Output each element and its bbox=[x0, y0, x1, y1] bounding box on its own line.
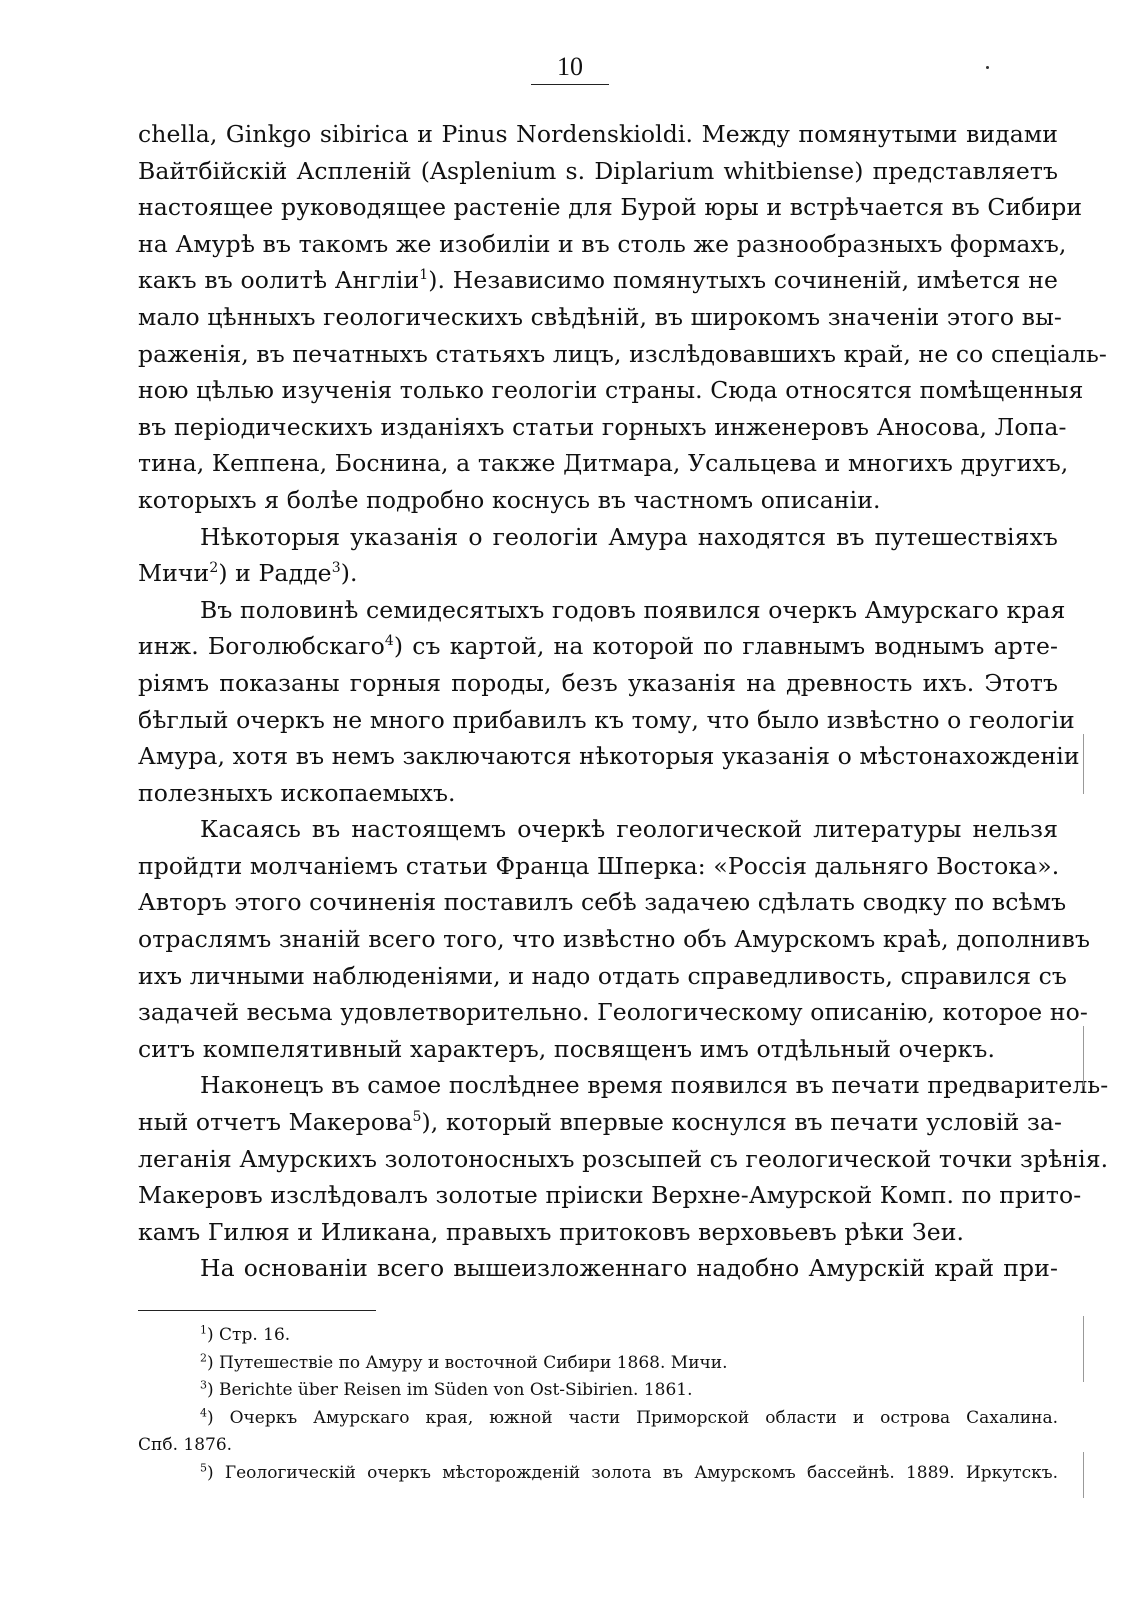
line-text: Въ половинѣ семидесятыхъ годовъ появился очеркъ Амурскаго края bbox=[200, 595, 1066, 624]
line-text: камъ Гилюя и Иликана, правыхъ притоковъ верховьевъ рѣки Зеи. bbox=[138, 1217, 965, 1246]
footnote-text: ) Стр. 16. bbox=[207, 1325, 291, 1345]
line-text: какъ въ оолитѣ Англіи bbox=[138, 266, 420, 295]
footnote-ref: 3 bbox=[331, 560, 341, 577]
footnote-separator bbox=[138, 1310, 376, 1311]
line-text: Амура, хотя въ немъ заключаются нѣкоторыя указанія о мѣстонахожденіи bbox=[138, 742, 1080, 771]
line-text: пройдти молчаніемъ статьи Франца Шперка: «Россія дальняго Востока». bbox=[138, 851, 1060, 880]
footnote-ref: 2 bbox=[209, 560, 219, 577]
body-text bbox=[138, 116, 1109, 1287]
line-text: леганія Амурскихъ золотоносныхъ розсыпей съ геологической точки зрѣнія. bbox=[138, 1144, 1109, 1173]
footnote-line bbox=[138, 1377, 1058, 1405]
line-text: ихъ личными наблюденіями, и надо отдать справедливость, справился съ bbox=[138, 961, 1067, 990]
line-text: ситъ компелятивный характеръ, посвященъ имъ отдѣльный очеркъ. bbox=[138, 1034, 996, 1063]
footnote-text: ) Путешествіе по Амуру и восточной Сибири 1868. Мичи. bbox=[207, 1352, 728, 1373]
footnote-line bbox=[138, 1350, 1058, 1378]
margin-mark bbox=[1083, 1026, 1084, 1086]
footnote-text: ) Berichte über Reisen im Süden von Ost-Sibirien. 1861. bbox=[207, 1380, 693, 1401]
line-text: отраслямъ знаній всего того, что извѣстно объ Амурскомъ краѣ, дополнивъ bbox=[138, 925, 1091, 954]
text-line bbox=[138, 738, 1080, 775]
footnote-text: ) Геологическій очеркъ мѣсторожденій золота въ Амурскомъ бассейнѣ. 1889. Иркутскъ. bbox=[207, 1462, 1058, 1483]
footnote-line bbox=[138, 1460, 1058, 1488]
text-line bbox=[138, 921, 1091, 958]
line-text: Касаясь въ настоящемъ очеркѣ геологической литературы нельзя bbox=[200, 815, 1058, 844]
line-text: раженія, въ печатныхъ статьяхъ лицъ, изслѣдовавшихъ край, не со спеціаль- bbox=[138, 339, 1107, 368]
footnote-line bbox=[138, 1405, 1058, 1433]
text-line bbox=[138, 1141, 1109, 1178]
text-line bbox=[138, 1104, 1063, 1141]
text-line bbox=[138, 592, 1066, 629]
line-text: ). bbox=[340, 559, 358, 588]
text-line bbox=[138, 1177, 1082, 1214]
line-text: ріямъ показаны горныя породы, безъ указанія на древность ихъ. Этотъ bbox=[138, 668, 1058, 697]
line-text: Авторъ этого сочиненія поставилъ себѣ задачею сдѣлать сводку по всѣмъ bbox=[138, 888, 1067, 917]
line-text: Нѣкоторыя указанія о геологіи Амура находятся въ путешествіяхъ bbox=[200, 522, 1058, 551]
text-line bbox=[138, 153, 1058, 190]
line-text: инж. Боголюбскаго bbox=[138, 632, 385, 661]
text-line bbox=[138, 482, 1058, 519]
text-line bbox=[138, 1031, 1058, 1068]
line-text: бѣглый очеркъ не много прибавилъ къ тому, что было извѣстно о геологіи bbox=[138, 705, 1075, 734]
margin-mark bbox=[1083, 734, 1084, 794]
line-text: Наконецъ въ самое послѣднее время появился въ печати предваритель- bbox=[200, 1071, 1109, 1100]
line-text: На основаніи всего вышеизложеннаго надобно Амурскій край при- bbox=[200, 1254, 1058, 1283]
text-line bbox=[138, 226, 1067, 263]
text-line bbox=[138, 702, 1075, 739]
text-line bbox=[138, 958, 1067, 995]
margin-mark bbox=[1083, 1316, 1084, 1382]
text-line bbox=[138, 299, 1062, 336]
page-number: 10 bbox=[531, 52, 609, 85]
text-line bbox=[138, 336, 1107, 373]
footnote-line bbox=[138, 1432, 1058, 1460]
line-text: ) съ картой, на которой по главнымъ воднымъ арте- bbox=[393, 632, 1058, 661]
footnote-ref: 4 bbox=[384, 633, 394, 650]
text-line bbox=[138, 262, 1058, 299]
footnote-line bbox=[138, 1322, 1058, 1350]
line-text: настоящее руководящее растеніе для Бурой юры и встрѣчается въ Сибири bbox=[138, 193, 1083, 222]
footnotes bbox=[138, 1322, 1058, 1488]
line-text: Мичи bbox=[138, 559, 210, 588]
text-line bbox=[138, 994, 1088, 1031]
footnote-mark: 1 bbox=[200, 1323, 207, 1337]
text-line bbox=[138, 1067, 1109, 1104]
line-text: ). Независимо помянутыхъ сочиненій, имѣется не bbox=[428, 266, 1059, 295]
footnote-text: Спб. 1876. bbox=[138, 1435, 233, 1456]
footnote-text: ) Очеркъ Амурскаго края, южной части Приморской области и острова Сахалина. bbox=[207, 1407, 1058, 1428]
line-text: тина, Кеппена, Боснина, а также Дитмара, Усальцева и многихъ другихъ, bbox=[138, 449, 1069, 478]
text-line bbox=[138, 848, 1058, 885]
text-line bbox=[138, 665, 1058, 702]
text-line bbox=[138, 519, 1058, 556]
line-text: ною цѣлью изученія только геологіи страны. Сюда относятся помѣщенныя bbox=[138, 376, 1084, 405]
line-text: chella, Ginkgo sibirica и Pinus Nordenskioldi. Между помянутыми видами bbox=[138, 120, 1058, 148]
footnote-mark: 3 bbox=[200, 1378, 207, 1392]
text-line bbox=[138, 884, 1067, 921]
footnote-ref: 5 bbox=[412, 1109, 422, 1126]
line-text: ) и Радде bbox=[218, 559, 332, 588]
footnote-mark: 2 bbox=[200, 1350, 207, 1364]
line-text: ный отчетъ Макерова bbox=[138, 1108, 413, 1137]
line-text: задачей весьма удовлетворительно. Геологическому описанію, которое но- bbox=[138, 998, 1088, 1027]
page-header bbox=[0, 52, 1140, 85]
line-text: которыхъ я болѣе подробно коснусь въ частномъ описаніи. bbox=[138, 485, 881, 514]
text-line bbox=[138, 775, 1058, 812]
text-line bbox=[138, 189, 1083, 226]
text-line bbox=[138, 409, 1067, 446]
text-line bbox=[138, 555, 1058, 592]
text-line bbox=[138, 372, 1084, 409]
line-text: Вайтбійскій Аспленій (Asplenium s. Diplarium whitbiense) представляетъ bbox=[138, 156, 1058, 185]
text-line bbox=[138, 116, 1058, 153]
text-line bbox=[138, 628, 1058, 665]
line-text: въ періодическихъ изданіяхъ статьи горныхъ инженеровъ Аносова, Лопа- bbox=[138, 412, 1067, 441]
text-line bbox=[138, 1250, 1058, 1287]
line-text: Макеровъ изслѣдовалъ золотые пріиски Верхне-Амурской Комп. по прито- bbox=[138, 1181, 1082, 1210]
margin-mark bbox=[1083, 1452, 1084, 1498]
text-line bbox=[138, 1214, 1058, 1251]
footnote-ref: 1 bbox=[419, 267, 429, 284]
line-text: ), который впервые коснулся въ печати условій за- bbox=[421, 1108, 1063, 1137]
line-text: полезныхъ ископаемыхъ. bbox=[138, 778, 456, 807]
footnote-mark: 5 bbox=[200, 1461, 207, 1475]
text-line bbox=[138, 445, 1069, 482]
line-text: на Амурѣ въ такомъ же изобиліи и въ столь же разнообразныхъ формахъ, bbox=[138, 229, 1067, 258]
footnote-mark: 4 bbox=[200, 1406, 207, 1420]
text-line bbox=[138, 811, 1058, 848]
print-speck bbox=[986, 66, 989, 69]
line-text: мало цѣнныхъ геологическихъ свѣдѣній, въ широкомъ значеніи этого вы- bbox=[138, 302, 1062, 331]
